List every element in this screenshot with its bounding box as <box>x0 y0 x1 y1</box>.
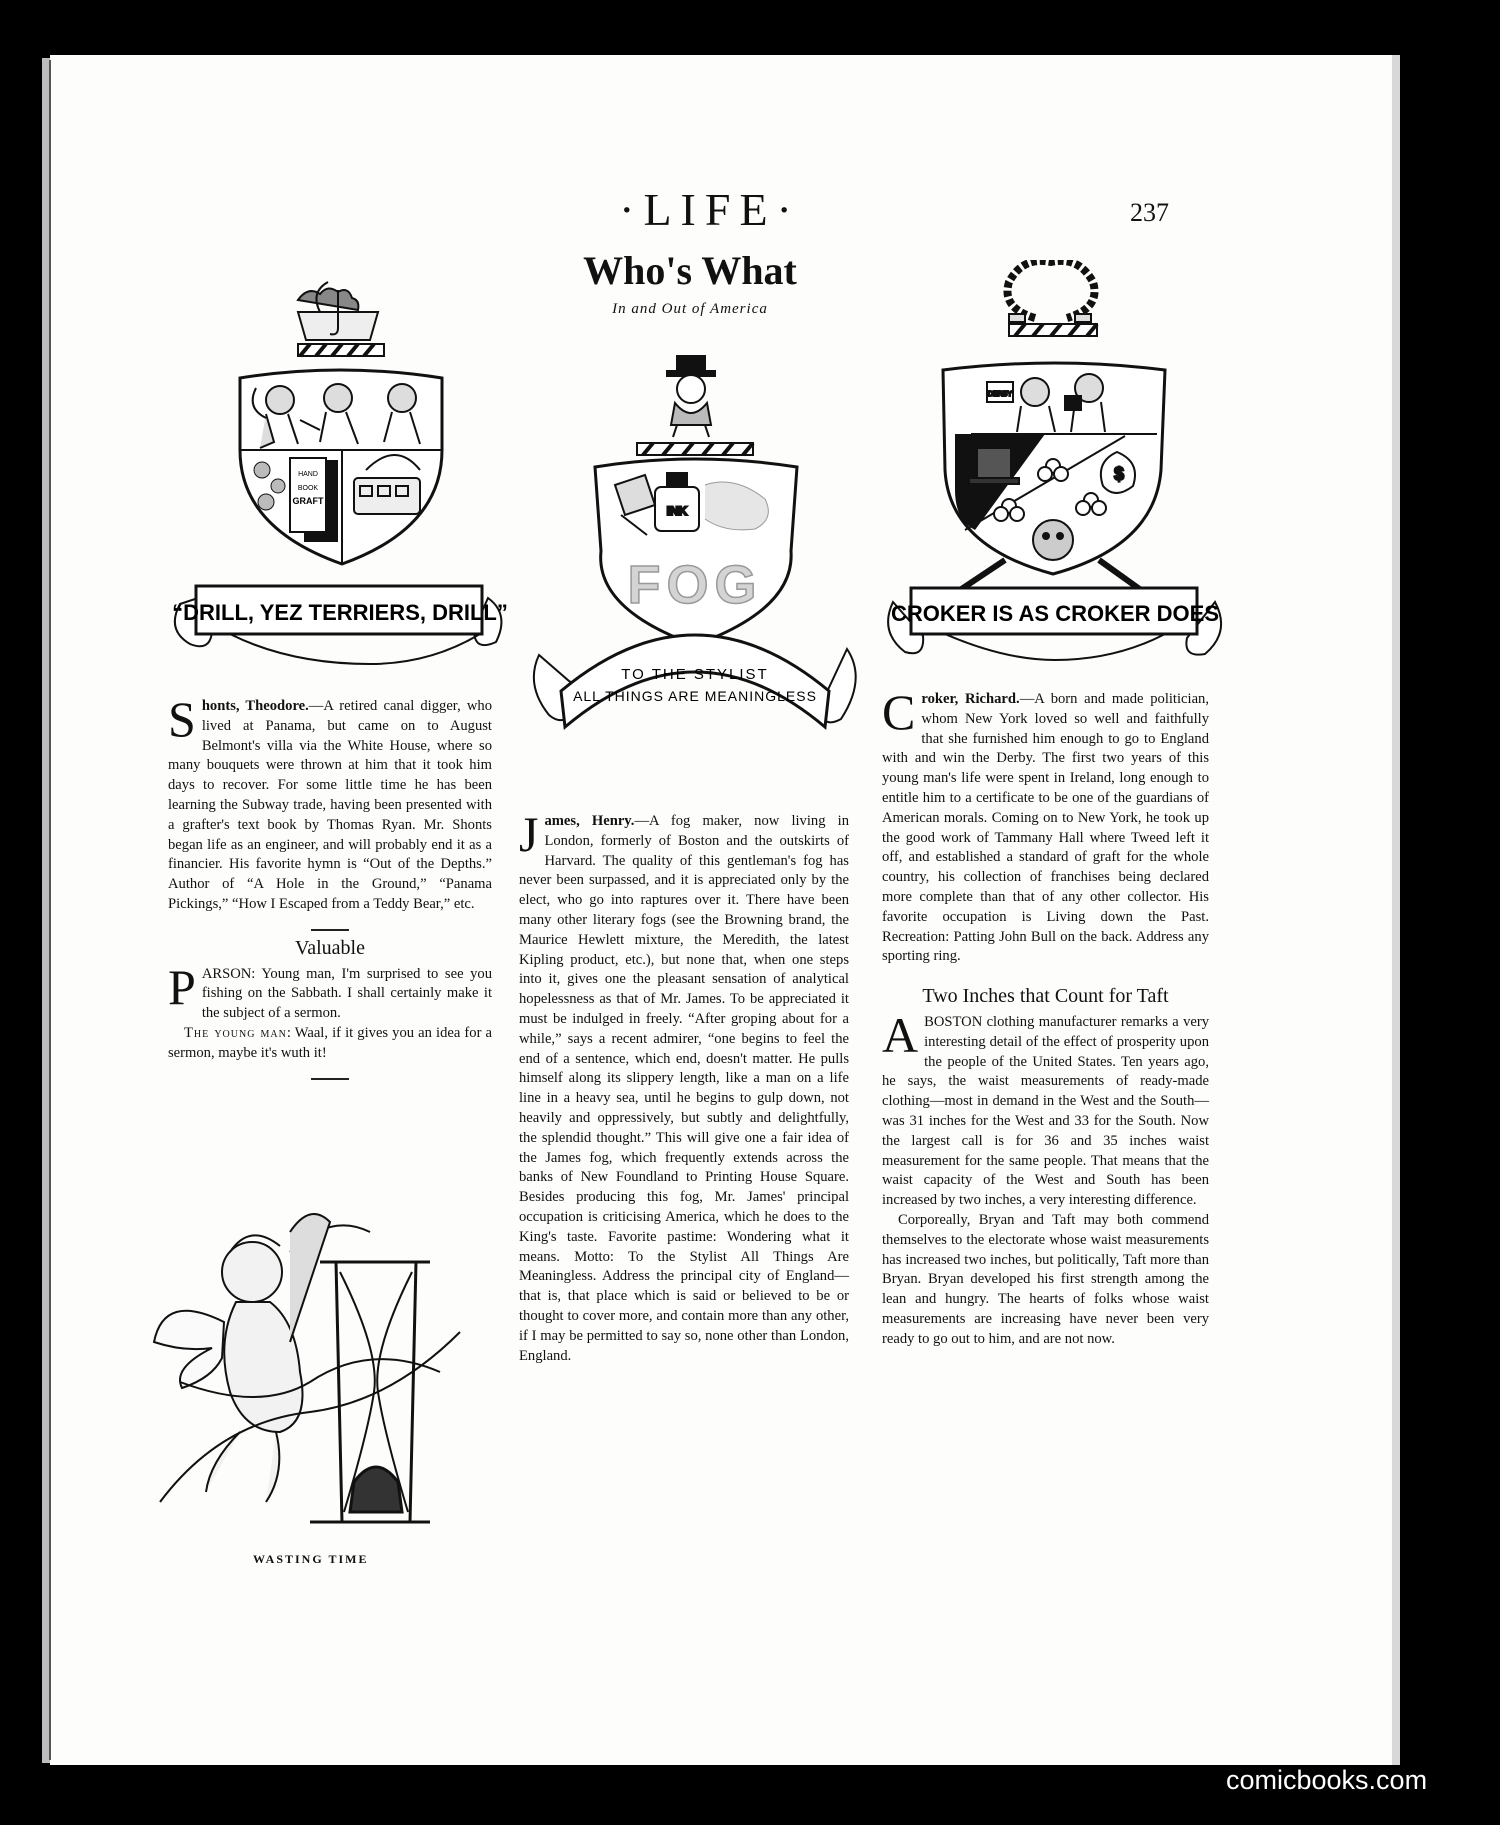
center-banner-bottom-text: ALL THINGS ARE MEANINGLESS <box>573 688 817 704</box>
top-hat-icon <box>969 448 1019 484</box>
graft-book-text: HAND <box>298 471 318 478</box>
taft-heading: Two Inches that Count for Taft <box>922 985 1169 1008</box>
tiger-face-icon <box>1033 520 1073 560</box>
center-column <box>519 806 849 1366</box>
valuable-speaker-parson: ARSON <box>201 965 252 982</box>
article-subtitle: In and Out of America <box>612 301 768 317</box>
valuable-line-youngman: : Waal, if it gives you an idea for a sermon, maybe it's wuth it! <box>168 1024 492 1061</box>
cupid-hourglass-illustration <box>140 1212 500 1552</box>
page-gutter-line <box>49 60 51 1760</box>
valuable-line-parson: : Young man, I'm surprised to see you fishing on the Sabbath. I shall certainly make it the subject of a sermon. <box>201 965 492 1022</box>
croker-lead: roker, Richard. <box>921 691 1020 707</box>
article-title: Who's What <box>583 248 797 293</box>
croker-dropcap: C <box>882 684 916 740</box>
shonts-dropcap: S <box>168 691 196 747</box>
valuable-speaker-youngman: The young man <box>184 1024 287 1041</box>
right-banner-text: CROKER IS AS CROKER DOES <box>890 601 1220 626</box>
valuable-parson-line <box>168 958 492 1024</box>
valuable-dropcap: P <box>168 958 196 1015</box>
left-column <box>168 691 492 1088</box>
horseshoe-wreath-icon <box>1007 261 1094 322</box>
shonts-body: —A retired canal digger, who lived at Panama, but came on to August Belmont's villa via the White House, where so many bouquets were thrown at him that it took him days to recover. For some little time he has been learning the Subway trade, having been presented with a grafter's text book by Thomas Ryan. Mr. Shonts began life as an engineer, and will probably end it as a financier. His favorite hymn is “Out of the Depths.” Author of “A Hole in the Ground,” “Panama Pickings,” “How I Escaped from a Teddy Bear,” etc. <box>168 698 492 912</box>
croker-entry <box>882 684 1210 967</box>
money-bag-label: $ <box>1113 464 1125 484</box>
left-banner-text: “DRILL, YEZ TERRIERS, DRILL” <box>172 600 508 625</box>
shonts-entry <box>168 691 492 915</box>
valuable-youngman-line <box>168 1024 492 1064</box>
james-body: —A fog maker, now living in London, formerly of Boston and the outskirts of Harvard. The quality of this gentleman's fog has never been surpassed, and it is appreciated only by the elect, who go into raptures over it. There have been many other literary fogs (see the Browning brand, the Maurice Hewlett mixture, the Meredith, the latest Kipling product, etc.), but none that, when one steps into it, gives one the pleasant sensation of analytical hopelessness as that of Mr. James. To be appreciated it must be indulged in freely. “After groping about for a while,” says a recent admirer, “one begins to feel the end of a sentence, which end, doesn't matter. He pulls himself along its slippery length, like a man on a life line in a heavy sea, until he begins to gulp down, not heavily and oppressively, but subtly and delightfully, the splendid thought.” This will give one a fair idea of the James fog, which frequently extends across the banks of New Foundland to Printing House Square. Besides producing this fog, Mr. James' principal occupation is criticising America, which he does to the King's taste. Favorite pastime: Wondering what it means. Motto: To the Stylist All Things Are Meaningless. Address the principal city of England—that is, that place which is said or believed to be or thought to cover more, and contain more than any other, if I may be permitted to say so, none other than London, England. <box>519 813 849 1364</box>
valuable-heading: Valuable <box>295 936 365 959</box>
right-column <box>882 684 1210 1350</box>
james-crest-illustration <box>525 355 865 775</box>
left-banner <box>172 586 508 664</box>
taft-paragraph-1 <box>882 1006 1209 1211</box>
shonts-lead: honts, Theodore. <box>201 698 309 714</box>
little-man-figure-icon <box>667 355 715 437</box>
svg-text:GRAFT: GRAFT <box>292 496 324 506</box>
section-divider <box>311 1078 349 1080</box>
watermark: comicbooks.com <box>1226 1765 1428 1795</box>
dirt-bucket-crest-icon <box>298 282 378 340</box>
quill-icon <box>290 1214 330 1342</box>
graft-handbook-icon <box>290 458 338 542</box>
page-number: 237 <box>1130 198 1169 227</box>
derby-hat-label: DERBY <box>987 391 1013 398</box>
shonts-crest-illustration <box>170 280 510 700</box>
crest-bar <box>298 344 384 356</box>
james-dropcap: J <box>519 806 539 862</box>
fog-shield-text: FOG <box>627 555 763 615</box>
cupid-caption: WASTING TIME <box>253 1552 369 1566</box>
center-banner-top-text: TO THE STYLIST <box>621 666 769 683</box>
crest-bar <box>637 443 753 455</box>
masthead: ·LIFE· <box>619 184 801 235</box>
ink-label: INK <box>666 504 688 518</box>
cupid-figure-icon <box>154 1235 303 1502</box>
page-edge-right <box>1392 55 1400 1765</box>
svg-text:BOOK: BOOK <box>297 485 319 492</box>
section-divider <box>311 929 349 931</box>
taft-para1-text: BOSTON clothing manufacturer remarks a very interesting detail of the effect of prosperity upon the people of the United States. Ten years ago, he says, the waist measurements of ready-made clothing—most in demand in the West and the South—was 31 inches for the West and 33 for the South. Now the largest call is for 36 and 35 inches waist measurement for the same people. That means that the waist capacity of the West and South has been increased by two inches, a very interesting difference. <box>882 1013 1209 1209</box>
croker-body: —A born and made politician, whom New York loved so well and faithfully that she furnished him enough to go to England with and win the Derby. The first two years of this young man's life were spent in Ireland, long enough to entitle him to a certificate to be one of the guardians of American morals. Coming on to New York, he took up the good work of Tammany Hall where Tweed left it off, and established a standard of graft for the whole country, his collection of franchises being declared more complete than that of any other collector. His favorite occupation is Living down the Past. Recreation: Patting John Bull on the back. Address any sporting ring. <box>882 691 1210 965</box>
james-entry <box>519 806 849 1366</box>
taft-dropcap: A <box>882 1006 919 1063</box>
hourglass-icon <box>310 1262 430 1522</box>
james-lead: ames, Henry. <box>544 813 635 829</box>
center-banner <box>534 635 856 727</box>
taft-paragraph-2: Corporeally, Bryan and Taft may both commend themselves to the electorate whose waist measurements has increased two inches, but politically, Taft more than Bryan. Bryan developed his first strength among the lean and hungry. The hearts of folks whose waist measurements are increasing have never been very ready to go out to him, and are not now. <box>882 1211 1209 1347</box>
croker-crest-illustration <box>885 260 1225 690</box>
crest-bar <box>1009 324 1097 336</box>
